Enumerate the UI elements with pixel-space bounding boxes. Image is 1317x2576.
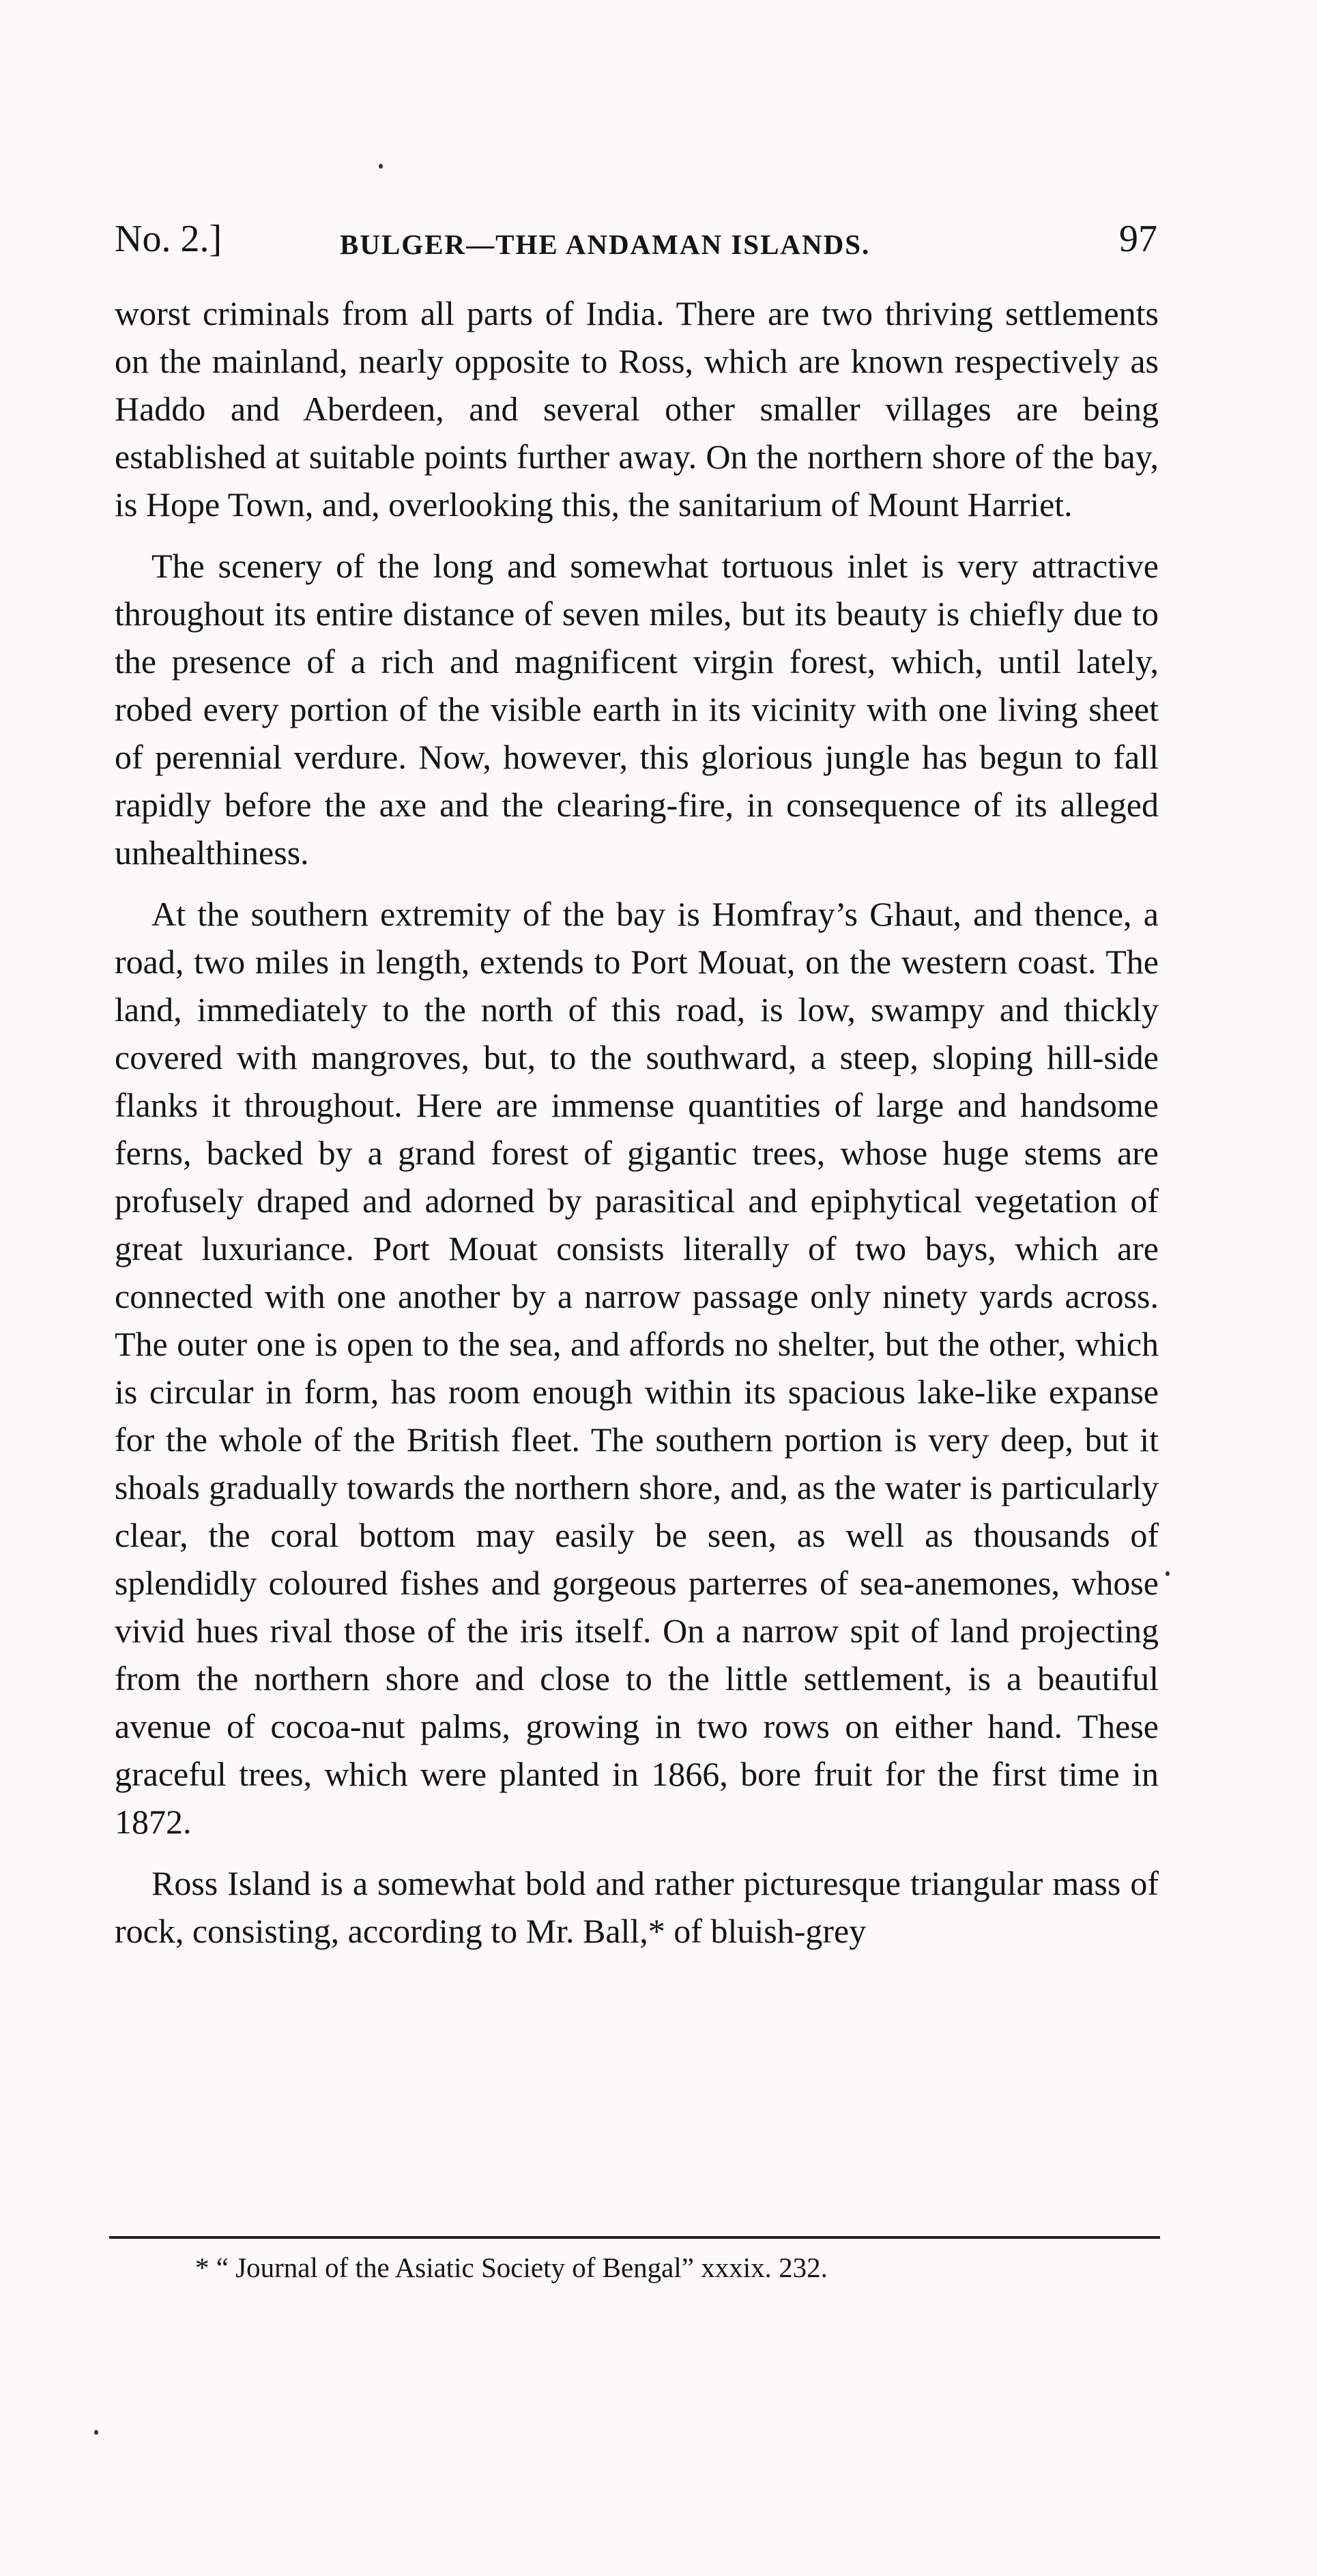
page-number: 97	[1119, 218, 1157, 260]
paragraph-1: worst criminals from all parts of India. There are two thriving settlements on the mainland, nearly opposite to Ross, which are known respectively as Haddo and Aberdeen, and several other smaller villages are being established at suitable points further away. On the northern shore of the bay, is Hope Town, and, overlooking this, the sanitarium of Mount Harriet.	[115, 294, 1159, 524]
footnote-rule	[109, 2236, 1160, 2239]
ink-speck-top	[379, 164, 383, 169]
footnote: * “ Journal of the Asiatic Society of Bengal” xxxix. 232.	[195, 2252, 828, 2283]
ink-speck-margin	[1166, 1571, 1170, 1576]
issue-number: No. 2.]	[115, 218, 222, 260]
body-text	[115, 289, 1159, 1969]
paragraph-2: The scenery of the long and somewhat tortuous inlet is very attractive throughout its entire distance of seven miles, but its beauty is chiefly due to the presence of a rich and magnificent virgin forest, which, until lately, robed every portion of the visible earth in its vicinity with one living sheet of perennial verdure. Now, however, this glorious jungle has begun to fall rapidly before the axe and the clearing-fire, in consequence of its alleged unhealthiness.	[115, 547, 1159, 872]
running-header	[115, 217, 1159, 272]
running-title: BULGER—THE ANDAMAN ISLANDS.	[340, 229, 871, 260]
ink-speck-bottom	[94, 2430, 98, 2435]
paragraph-3: At the southern extremity of the bay is Homfray’s Ghaut, and thence, a road, two miles in length, extends to Port Mouat, on the western coast. The land, immediately to the north of this road, is low, swampy and thickly covered with mangroves, but, to the southward, a steep, sloping hill-side flanks it throughout. Here are immense quantities of large and handsome ferns, backed by a grand forest of gigantic trees, whose huge stems are profusely draped and adorned by parasitical and epiphytical vegetation of great luxuriance. Port Mouat consists literally of two bays, which are connected with one another by a narrow passage only ninety yards across. The outer one is open to the sea, and affords no shelter, but the other, which is circular in form, has room enough within its spacious lake-like expanse for the whole of the British fleet. The southern portion is very deep, but it shoals gradually towards the northern shore, and, as the water is particularly clear, the coral bottom may easily be seen, as well as thousands of splendidly coloured fishes and gorgeous parterres of sea-anemones, whose vivid hues rival those of the iris itself. On a narrow spit of land projecting from the northern shore and close to the little settlement, is a beautiful avenue of cocoa-nut palms, growing in two rows on either hand. These graceful trees, which were planted in 1866, bore fruit for the first time in 1872.	[115, 895, 1159, 1841]
paragraph-4: Ross Island is a somewhat bold and rather picturesque triangular mass of rock, consisting, according to Mr. Ball,* of bluish-grey	[115, 1864, 1159, 1950]
